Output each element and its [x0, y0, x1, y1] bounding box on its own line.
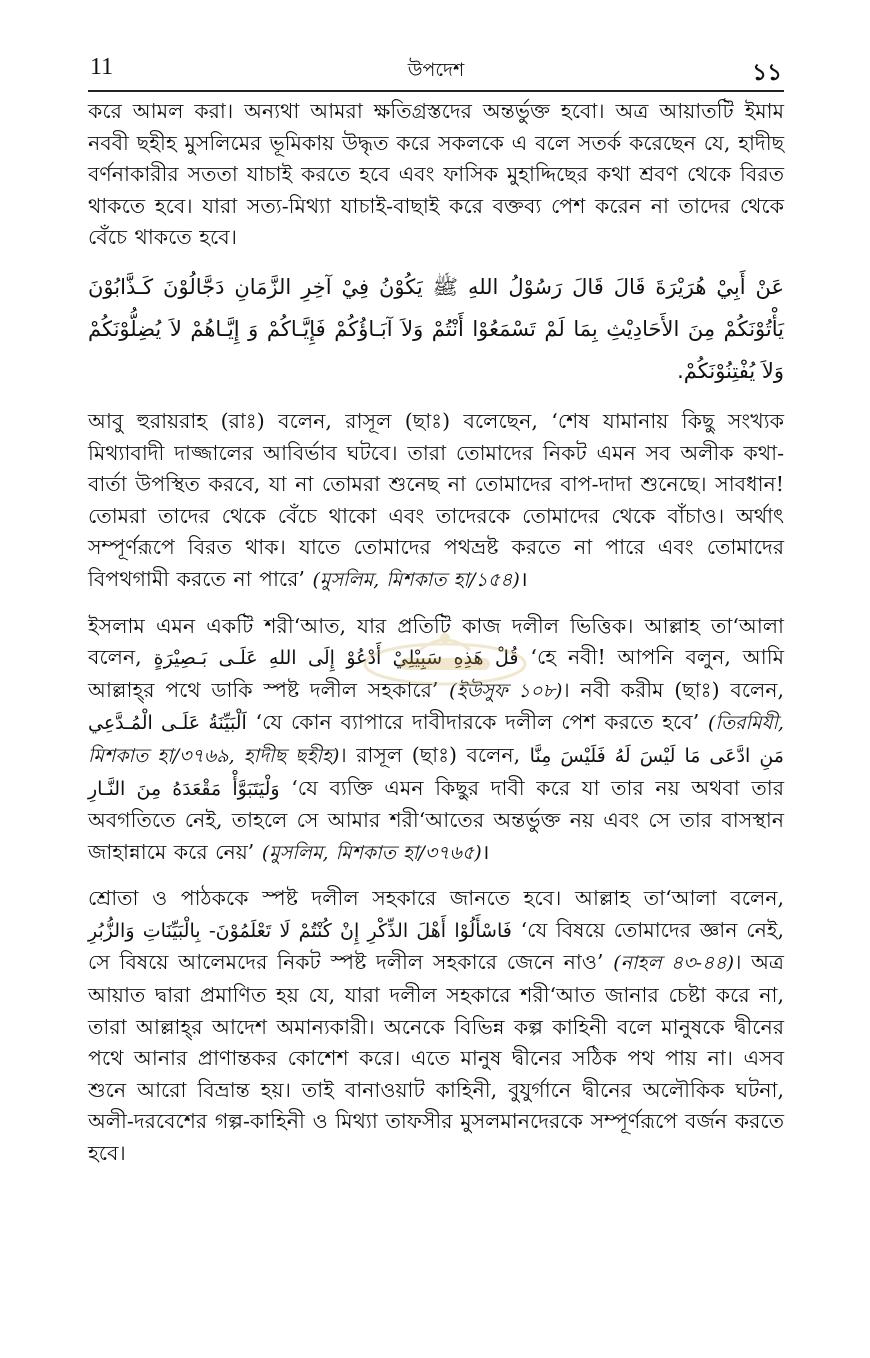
paragraph-4-text: শ্রোতা ও পাঠককে স্পষ্ট দলীল সহকারে জানতে হবে। আল্লাহ তা‘আলা বলেন,: [88, 886, 784, 911]
arabic-verse-inline: قُلْ هَذِهِ سَبِيْلِيْ أَدْعُوْ إِلَى اللهِ عَلَـى بَـصِيْرَةٍ: [153, 647, 519, 670]
paragraph-2: [88, 406, 784, 597]
page-number-latin: 11: [90, 54, 114, 80]
translation-text: ‘যে ব্যক্তি এমন কিছুর দাবী করে যা তার নয় অথবা তার অবগতিতে নেই, তাহলে সে আমার শরী‘আতের অন্তর্ভুক্ত নয় এবং সে তার বাসস্থান জাহান্নামে করে নেয়’: [88, 775, 784, 864]
paragraph-3-text: । রাসূল (ছাঃ) বলেন,: [339, 742, 521, 767]
citation: (মুসলিম, মিশকাত হা/৩৭৬৫): [261, 841, 482, 864]
translation-text: ‘হে নবী! আপনি বলুন, আমি আল্লাহ্‌র পথে ডাকি স্পষ্ট দলীল সহকারে’: [88, 645, 784, 702]
paragraph-2-text: আবু হুরায়রাহ (রাঃ) বলেন, রাসূল (ছাঃ) বলেছেন, ‘শেষ যামানায় কিছু সংখ্যক মিথ্যাবাদী দাজ্জালের আবির্ভাব ঘটবে। তারা তোমাদের নিকট এমন সব অলীক কথা-বার্তা উপস্থিত করবে, যা না তোমরা শুনেছ না তোমাদের বাপ-দাদা শুনেছে। সাবধান! তোমরা তাদের থেকে বেঁচে থাকো এবং তাদেরকে তোমাদের থেকে বাঁচাও। অর্থাৎ সম্পূর্ণরূপে বিরত থাক। যাতে তোমাদের পথভ্রষ্ট করতে না পারে এবং তোমাদের বিপথগামী করতে না পারে’: [88, 408, 784, 591]
paragraph-3: [88, 611, 784, 870]
translation-text: ‘যে বিষয়ে তোমাদের জ্ঞান নেই, সে বিষয়ে আলেমদের নিকট স্পষ্ট দলীল সহকারে জেনে নাও’: [88, 917, 784, 975]
running-title: উপদেশ: [407, 59, 465, 81]
paragraph-1: করে আমল করা। অন্যথা আমরা ক্ষতিগ্রস্তদের অন্তর্ভুক্ত হবো। অত্র আয়াতটি ইমাম নববী ছহীহ মুসলিমের ভূমিকায় উদ্ধৃত করে সকলকে এ বলে সতর্ক করেছেন যে, হাদীছ বর্ণনাকারীর সততা যাচাই করতে হবে এবং ফাসিক মুহাদ্দিছের কথা শ্রবণ থেকে বিরত থাকতে হবে। যারা সত্য-মিথ্যা যাচাই-বাছাই করে বক্তব্য পেশ করেন না তাদের থেকে বেঁচে থাকতে হবে।: [88, 99, 784, 250]
citation: (নাহল ৪৩-৪৪): [613, 952, 735, 975]
arabic-hadith-text: عَنْ أَبِيْ هُرَيْرَةَ قَالَ قَالَ رَسُوْلُ اللهِ ﷺ يَكُوْنُ فِيْ آخِرِ الزَّمَانِ دَجَّالُوْنَ كَـذَّابُوْنَ يَأْتُوْنَكُمْ مِنَ الأَحَادِيْثِ بِمَا لَمْ تَسْمَعُوْا أَنْتُمْ وَلاَ آبَـاؤُكُمْ فَإِيَّـاكُمْ وَ إِيَّـاهُمْ لاَ يُضِلُّوْنَكُمْ وَلاَ يُفْتِنُوْنَكُمْ.: [88, 274, 784, 383]
paragraph-3-text: । নবী করীম (ছাঃ) বলেন,: [562, 677, 784, 702]
arabic-verse-inline: فَاسْأَلُوْا أَهْلَ الذِّكْرِ إِنْ كُنْتُمْ لَا تَعْلَمُوْنَ- بِالْبَيِّنَاتِ وَالزُّبُرِ: [88, 919, 512, 942]
translation-text: ‘যে কোন ব্যাপারে দাবীদারকে দলীল পেশ করতে হবে’: [255, 710, 700, 735]
sentence-end: ।: [481, 839, 490, 864]
paragraph-3-text: ইসলাম এমন একটি শরী‘আত, যার প্রতিটি কাজ দলীল ভিত্তিক। আল্লাহ তা‘আলা বলেন,: [88, 613, 784, 670]
page-number-bengali: ১১: [752, 59, 782, 86]
sentence-end: ।: [519, 566, 528, 591]
page-header: [88, 50, 784, 92]
book-page: [88, 50, 784, 1170]
arabic-hadith-inline: مَنِ ادَّعَى مَا لَيْسَ لَهُ فَلَيْسَ مِنَّا وَلْيَتَبَوَّأْ مَقْعَدَهُ مِنَ النَّـارِ: [88, 744, 784, 800]
paragraph-4-text: । অত্র আয়াত দ্বারা প্রমাণিত হয় যে, যারা দলীল সহকারে শরী‘আত জানার চেষ্টা করে না, তারা আল্লাহ্‌র আদেশ অমান্যকারী। অনেকে বিভিন্ন কল্প কাহিনী বলে মানুষকে দ্বীনের পথে আনার প্রাণান্তকর কোশেশ করে। এতে মানুষ দ্বীনের সঠিক পথ পায় না। এসব শুনে আরো বিভ্রান্ত হয়। তাই বানাওয়াট কাহিনী, বুযুর্গানে দ্বীনের অলৌকিক ঘটনা, অলী-দরবেশের গল্প-কাহিনী ও মিথ্যা তাফসীর মুসলমানদেরকে সম্পূর্ণরূপে বর্জন করতে হবে।: [88, 950, 784, 1166]
citation: (ইউসুফ ১০৮): [449, 679, 563, 702]
citation: (মুসলিম, মিশকাত হা/১৫৪): [312, 568, 520, 591]
arabic-hadith-inline: اَلْبَيِّنَةُ عَلَـى الْمُـدَّعِي: [88, 712, 247, 735]
paragraph-4: [88, 883, 784, 1169]
citation: (তিরমিযী, মিশকাত হা/৩৭৬৯, হাদীছ ছহীহ): [88, 712, 784, 767]
